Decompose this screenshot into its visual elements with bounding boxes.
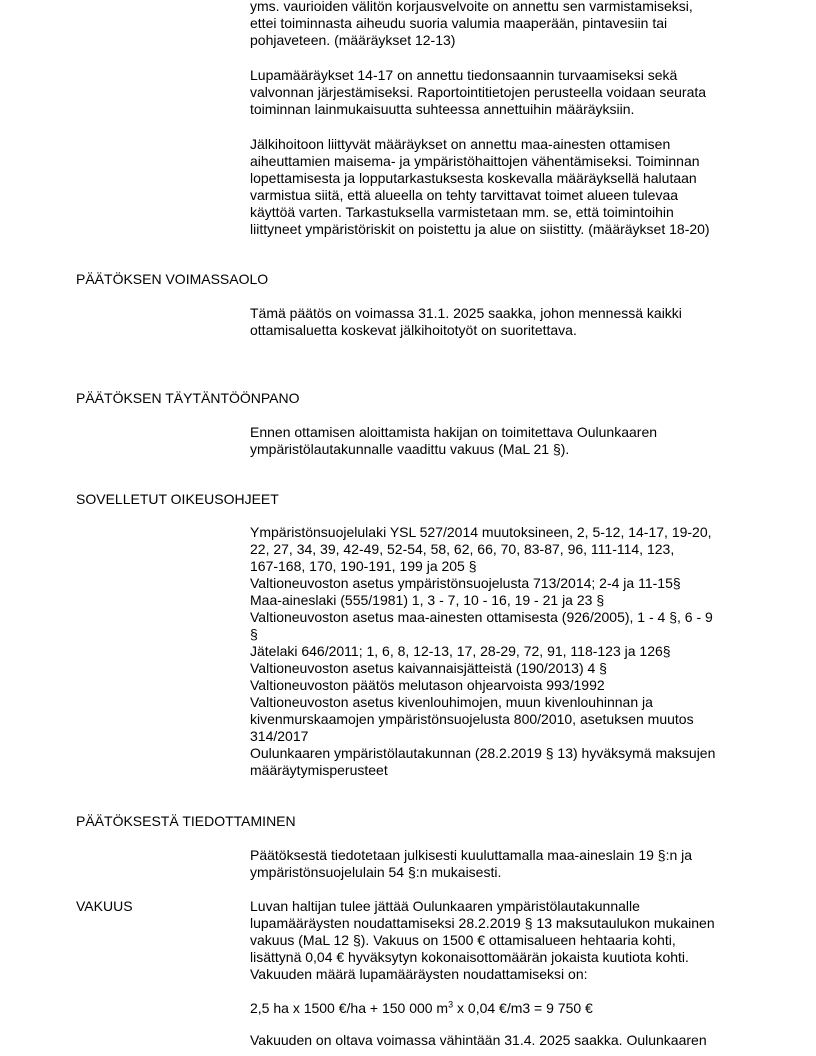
text-line: 22, 27, 34, 39, 42-49, 52-54, 58, 62, 66, 70, 83-87, 96, 111-114, 123, [250, 541, 675, 557]
text-line: toiminnan lainmukaisuutta suhteessa annettuihin määräyksiin. [250, 101, 635, 117]
text-line: pohjaveteen. (määräykset 12-13) [250, 32, 456, 48]
text-line: Jälkihoitoon liittyvät määräykset on annettu maa-ainesten ottamisen [250, 136, 671, 152]
text-line: Valtioneuvoston asetus ympäristönsuojelusta 713/2014; 2-4 ja 11-15§ [250, 575, 681, 591]
heading-vakuus: VAKUUS [76, 898, 133, 914]
text-line: Valtioneuvoston asetus maa-ainesten ottamisesta (926/2005), 1 - 4 §, 6 - 9 [250, 609, 713, 625]
text-line: lopettamisesta ja lopputarkastuksesta koskevalla määräyksellä halutaan [250, 170, 697, 186]
text-line: 314/2017 [250, 728, 309, 744]
heading-taytantoonpano: PÄÄTÖKSEN TÄYTÄNTÖÖNPANO [76, 390, 300, 406]
text-line: Luvan haltijan tulee jättää Oulunkaaren ympäristölautakunnalle [250, 898, 640, 914]
text-line: Lupamääräykset 14-17 on annettu tiedonsaannin turvaamiseksi sekä [250, 67, 678, 83]
paragraph-taytantoonpano [250, 424, 750, 458]
paragraph-voimassaolo [250, 305, 750, 339]
paragraph-tiedottaminen [250, 847, 750, 881]
vakuus-formula [250, 1000, 750, 1017]
text-line: Oulunkaaren ympäristölautakunnan (28.2.2019 § 13) hyväksymä maksujen [250, 745, 716, 761]
text-line: varmistua siitä, että alueella on tehty tarvittavat toimet alueen tulevaa [250, 187, 679, 203]
text-line: Päätöksestä tiedotetaan julkisesti kuuluttamalla maa-aineslain 19 §:n ja [250, 847, 693, 863]
text-line: Valtioneuvoston asetus kivenlouhimojen, muun kivenlouhinnan ja [250, 694, 653, 710]
heading-oikeusohjeet: SOVELLETUT OIKEUSOHJEET [76, 491, 279, 507]
paragraph-korjausvelvoite [250, 0, 750, 49]
text-line: määräytymisperusteet [250, 762, 388, 778]
heading-voimassaolo: PÄÄTÖKSEN VOIMASSAOLO [76, 271, 269, 287]
text-line: kivenmurskaamojen ympäristönsuojelusta 800/2010, asetuksen muutos [250, 711, 694, 727]
text-line: Ennen ottamisen aloittamista hakijan on toimitettava Oulunkaaren [250, 424, 658, 440]
paragraph-lupamaaraykset [250, 67, 750, 118]
text-line: vakuus (MaL 12 §). Vakuus on 1500 € ottamisalueen hehtaaria kohti, [250, 932, 676, 948]
heading-tiedottaminen: PÄÄTÖKSESTÄ TIEDOTTAMINEN [76, 813, 296, 829]
text-line: ympäristönsuojelulain 54 §:n mukaisesti. [250, 864, 502, 880]
text-line: lupamääräysten noudattamiseksi 28.2.2019 § 13 maksutaulukon mukainen [250, 915, 715, 931]
text-line: Vakuuden on oltava voimassa vähintään 31.4. 2025 saakka. Oulunkaaren [250, 1032, 707, 1048]
text-line: Jätelaki 646/2011; 1, 6, 8, 12-13, 17, 28-29, 72, 91, 118-123 ja 126§ [250, 643, 671, 659]
formula-line [250, 1000, 750, 1017]
text-line: Maa-aineslaki (555/1981) 1, 3 - 7, 10 - 16, 19 - 21 ja 23 § [250, 592, 605, 608]
text-line: 167-168, 170, 190-191, 199 ja 205 § [250, 558, 477, 574]
paragraph-jalkihoito [250, 136, 750, 238]
text-line: Vakuuden määrä lupamääräysten noudattamiseksi on: [250, 966, 588, 982]
list-oikeusohjeet [250, 524, 750, 779]
formula-part: x 0,04 €/m3 = 9 750 € [453, 1000, 593, 1016]
text-line: Ympäristönsuojelulaki YSL 527/2014 muutoksineen, 2, 5-12, 14-17, 19-20, [250, 524, 712, 540]
text-line: käyttöä varten. Tarkastuksella varmistetaan mm. se, että toimintoihin [250, 204, 674, 220]
text-line: liittyneet ympäristöriskit on poistettu ja alue on siistitty. (määräykset 18-20) [250, 221, 710, 237]
text-line: lisättynä 0,04 € hyväksytyn kokonaisottomäärän jokaista kuutiota kohti. [250, 949, 689, 965]
text-line: Tämä päätös on voimassa 31.1. 2025 saakka, johon mennessä kaikki [250, 305, 682, 321]
text-line: yms. vaurioiden välitön korjausvelvoite on annettu sen varmistamiseksi, [250, 0, 693, 14]
paragraph-vakuus [250, 898, 750, 983]
text-line: Valtioneuvoston päätös melutason ohjearvoista 993/1992 [250, 677, 605, 693]
text-line: ympäristölautakunnalle vaadittu vakuus (MaL 21 §). [250, 441, 570, 457]
text-line: Valtioneuvoston asetus kaivannaisjätteistä (190/2013) 4 § [250, 660, 607, 676]
formula-part: 2,5 ha x 1500 €/ha + 150 000 m [250, 1000, 449, 1016]
superscript-exponent: 3 [448, 999, 454, 1010]
text-line: valvonnan järjestämiseksi. Raportointitietojen perusteella voidaan seurata [250, 84, 707, 100]
text-line: ottamisaluetta koskevat jälkihoitotyöt on suoritettava. [250, 322, 577, 338]
paragraph-vakuus-voimassa [250, 1032, 750, 1049]
text-line: ettei toiminnasta aiheudu suoria valumia maaperään, pintavesiin tai [250, 15, 668, 31]
text-line: § [250, 626, 258, 642]
text-line: aiheuttamien maisema- ja ympäristöhaittojen vähentämiseksi. Toiminnan [250, 153, 700, 169]
